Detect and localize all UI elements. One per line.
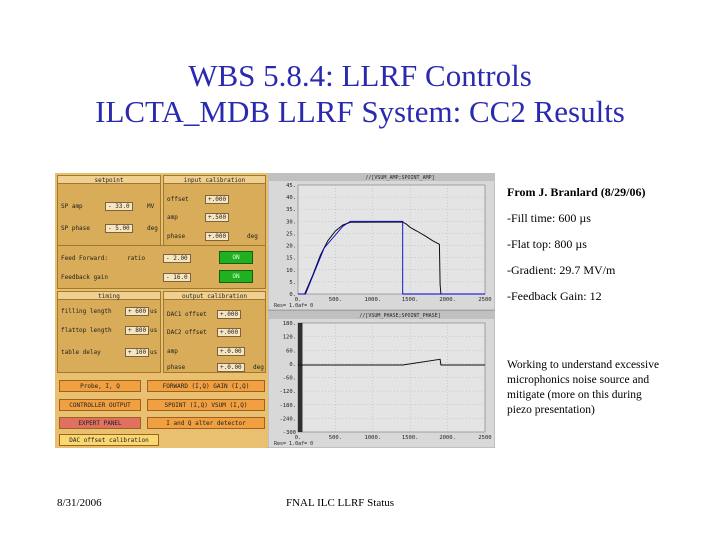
table-delay-label: table delay: [61, 349, 101, 356]
working-note: Working to understand excessive microphonics noise source and mitigate (more on this during piezo presentation): [507, 359, 660, 416]
sp-amp-unit: MV: [147, 203, 155, 210]
plot-0-ytick-8: 5.: [289, 279, 296, 286]
forward-gain-button[interactable]: FORWARD (I,Q) GAIN (I,Q): [147, 380, 265, 392]
phase-label: phase: [167, 233, 186, 240]
plot-1-ytick-2: 60.: [286, 348, 296, 355]
filling-length-field[interactable]: + 600: [125, 307, 149, 316]
phase-field[interactable]: +.000: [205, 232, 229, 241]
filling-length-unit: us: [150, 308, 158, 315]
note-gradient: -Gradient: 29.7 MV/m: [507, 263, 616, 277]
plot-footer-0: Res= 1.0af= 0: [274, 303, 314, 309]
expert-panel-button[interactable]: EXPERT PANEL: [59, 417, 141, 429]
setpoint-header: setpoint: [57, 175, 161, 184]
plot-1-xtick-4: 2000.: [439, 435, 456, 441]
dac-offset-calibration-button[interactable]: DAC offset calibration: [59, 434, 159, 446]
plot-1-noise-region: [298, 323, 302, 432]
note-feedback-gain: -Feedback Gain: 12: [507, 289, 602, 303]
sp-amp-label: SP amp: [61, 203, 83, 210]
probe-iq-button[interactable]: Probe, I, Q: [59, 380, 141, 392]
sp-phase-label: SP phase: [61, 225, 90, 232]
plot-0-ytick-2: 35.: [286, 207, 296, 214]
flattop-length-unit: us: [150, 327, 158, 334]
offset-field[interactable]: +.000: [205, 195, 229, 204]
footer-date: 8/31/2006: [57, 497, 102, 509]
slide-title-line2: ILCTA_MDB LLRF System: CC2 Results: [95, 94, 625, 129]
llrf-screenshot: [55, 173, 495, 448]
sp-phase-unit: deg: [147, 225, 158, 232]
plot-0-ytick-1: 40.: [286, 195, 296, 202]
output-phase-field[interactable]: +.0.00: [217, 363, 245, 372]
feedback-gain-label: Feedback gain: [61, 274, 108, 281]
timing-header: timing: [57, 291, 161, 300]
feed-forward-field[interactable]: - 2.00: [163, 254, 191, 263]
plot-1-xtick-2: 1000.: [364, 435, 382, 441]
offset-label: offset: [167, 196, 189, 203]
plot-1-ytick-8: -300: [282, 430, 296, 436]
slide-title-line1: WBS 5.8.4: LLRF Controls: [188, 58, 532, 93]
notes-source: From J. Branlard (8/29/06): [507, 185, 646, 199]
plot-0-xtick-5: 2500: [478, 297, 492, 303]
table-delay-field[interactable]: + 100: [125, 348, 149, 357]
footer-center: FNAL ILC LLRF Status: [286, 497, 395, 509]
plot-title-0: //[VSUM_AMP;SPOINT_AMP]: [365, 175, 435, 181]
phase-unit: deg: [247, 233, 258, 240]
flattop-length-label: flattop length: [61, 327, 112, 334]
plot-0-xtick-3: 1500.: [401, 297, 419, 303]
plot-0-xtick-0: 0.: [294, 297, 302, 303]
plot-1-ytick-3: 0.: [289, 361, 296, 368]
output-amp-field[interactable]: +.0.00: [217, 347, 245, 356]
llrf-control-panel: [55, 173, 268, 448]
filling-length-label: filling length: [61, 308, 112, 315]
amp-label: amp: [167, 214, 178, 221]
dac2-offset-field[interactable]: +.000: [217, 328, 241, 337]
plot-0-xtick-2: 1000.: [364, 297, 382, 303]
plot-1-xtick-1: 500.: [328, 435, 343, 441]
feed-forward-mode: ratio: [127, 255, 146, 262]
plot-0-xtick-4: 2000.: [439, 297, 456, 303]
scope-plots: [268, 173, 495, 448]
plot-1-ytick-6: -180.: [279, 402, 296, 409]
spoint-vsum-button[interactable]: SPOINT (I,Q) VSUM (I,Q): [147, 399, 265, 411]
plot-title-1: //[VSUM_PHASE;SPOINT_PHASE]: [359, 313, 441, 319]
plot-1-ytick-0: 180.: [282, 321, 296, 327]
plot-0-ytick-5: 20.: [286, 243, 296, 250]
dac1-offset-field[interactable]: +.000: [217, 310, 241, 319]
flattop-length-field[interactable]: + 800: [125, 326, 149, 335]
plot-0-ytick-4: 25.: [286, 231, 296, 238]
plot-1-xtick-5: 2500: [478, 435, 492, 441]
plot-1-xtick-0: 0.: [294, 435, 302, 441]
dac1-offset-label: DAC1 offset: [167, 311, 207, 318]
plot-0-ytick-3: 30.: [286, 219, 296, 226]
feedback-on-button[interactable]: ON: [219, 270, 253, 283]
note-fill-time: -Fill time: 600 µs: [507, 211, 591, 225]
input-calibration-header: input calibration: [163, 175, 266, 184]
feed-forward-on-button[interactable]: ON: [219, 251, 253, 264]
plot-1-ytick-4: -60.: [282, 375, 296, 382]
sp-phase-field[interactable]: - 5.00: [105, 224, 133, 233]
iq-detector-button[interactable]: I and Q alter detector: [147, 417, 265, 429]
plot-0-xtick-1: 500.: [328, 297, 343, 303]
scope-plots-svg: [268, 173, 495, 448]
feed-forward-label: Feed Forward:: [61, 255, 108, 262]
plot-footer-1: Res= 1.0af= 0: [274, 441, 314, 447]
plot-area-0: [298, 185, 485, 294]
feedback-gain-field[interactable]: - 16.0: [163, 273, 191, 282]
plot-1-ytick-7: -240.: [279, 416, 296, 423]
plot-0-ytick-6: 15.: [286, 255, 296, 262]
output-phase-label: phase: [167, 364, 186, 371]
plot-1-xtick-3: 1500.: [401, 435, 419, 441]
plot-1-ytick-1: 120.: [282, 334, 296, 341]
sp-amp-field[interactable]: - 33.0: [105, 202, 133, 211]
table-delay-unit: us: [150, 349, 158, 356]
output-phase-unit: deg: [253, 364, 264, 371]
plot-1-ytick-5: -120.: [279, 389, 296, 396]
dac2-offset-label: DAC2 offset: [167, 329, 207, 336]
amp-field[interactable]: +.500: [205, 213, 229, 222]
output-amp-label: amp: [167, 348, 178, 355]
plot-0-ytick-7: 10.: [286, 267, 296, 274]
note-flat-top: -Flat top: 800 µs: [507, 237, 587, 251]
output-calibration-header: output calibration: [163, 291, 266, 300]
plot-0-ytick-0: 45.: [286, 183, 296, 189]
plot-0-ytick-9: 0.: [289, 292, 296, 298]
controller-output-button[interactable]: CONTROLLER OUTPUT: [59, 399, 141, 411]
